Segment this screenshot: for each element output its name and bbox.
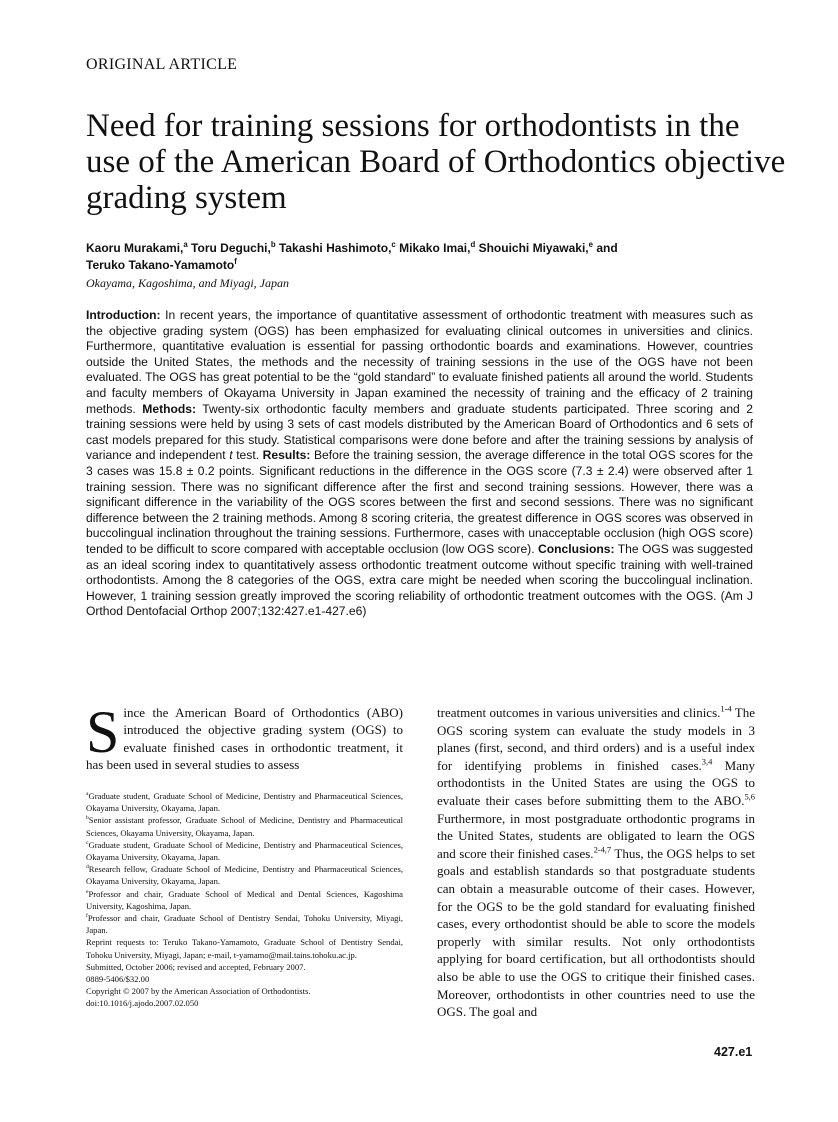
intro-paragraph (86, 699, 403, 773)
affiliation-marker: c (391, 240, 396, 249)
body-left-column (86, 699, 403, 773)
citation: 5,6 (744, 791, 755, 802)
body-right-column: treatment outcomes in various universities and clinics.$^{1-4}$ The OGS scoring system can evaluate the study models in 3 planes (first, second, and third orders) and is a useful index for identifying problems in finished cases.$^{3,4}$ Many orthodontists in the United States are using the OGS to evaluate their cases before submitting them to the ABO.$^{5,6}$ Furthermore, in most postgraduate orthodontic programs in the United States, students are obligated to learn the OGS and score their finished cases.$^{2-4,7}$ Thus, the OGS helps to set goals and establish standards so that postgraduate students can obtain a measurable outcome of their cases. However, for the OGS to be the gold standard for evaluating finished cases, every orthodontist should be able to score the models properly with similar results. Not only orthodontists applying for board certification, but all orthodontists should also be able to use the OGS to critique their finished cases. Moreover, orthodontists in other countries need to use the OGS. The goal and (437, 703, 755, 1020)
citation: 2-4,7 (593, 844, 612, 855)
author: Shouichi Miyawaki, (478, 241, 589, 255)
author-conjunction: and (596, 241, 618, 255)
footnote: $^b$Senior assistant professor, Graduate School of Medicine, Dentistry and Pharmaceutical Sciences, Okayama University, Okayama, Japan. (86, 815, 403, 838)
citation: 3,4 (701, 756, 713, 767)
author: Kaoru Murakami, (86, 241, 184, 255)
footnote: $^c$Graduate student, Graduate School of Medicine, Dentistry and Pharmaceutical Sciences, Okayama University, Okayama, Japan. (86, 839, 403, 863)
abstract-results-text: Before the training session, the average difference in the total OGS scores for the 3 cases was 15.8 ± 0.2 points. Significant reductions in the difference in the OGS score (7.3 ± 2.4) were observed after 1 training session. There was no significant difference after the first and second training sessions. However, there was a significant difference in the variability of the OGS scores between the first and second sessions. There was no significant difference between the 2 training methods. Among 8 scoring criteria, the greatest difference in OGS scores was observed in buccolingual inclination throughout the training sessions. Furthermore, cases with unacceptable occlusion (high OGS score) tended to be difficult to score compared with acceptable occlusion (low OGS score). (86, 448, 753, 556)
abstract-conclusions-label: Conclusions: (537, 541, 615, 556)
author: Teruko Takano-Yamamoto (86, 258, 235, 272)
drop-cap: S (86, 699, 120, 765)
copyright: Copyright © 2007 by the American Association of Orthodontists. (86, 986, 311, 997)
footnote: $^a$Graduate student, Graduate School of Medicine, Dentistry and Pharmaceutical Sciences, Okayama University, Okayama, Japan. (86, 791, 403, 814)
abstract-introduction-label: Introduction: (86, 308, 161, 322)
abstract-results-label: Results: (262, 448, 311, 463)
reprint-requests: Reprint requests to: Teruko Takano-Yamamoto, Graduate School of Dentistry Sendai, Tohoku University, Miyagi, Japan; e-mail, t-yamamo@mail.tains.tohoku.ac.jp. (86, 937, 403, 960)
abstract-t-italic: t (229, 448, 233, 463)
affiliation-marker: d (470, 240, 476, 249)
citation: 1-4 (720, 703, 732, 714)
abstract-methods-text: Twenty-six orthodontic faculty members and graduate students participated. Three scoring and 2 training sessions were held by using 3 sets of cast models distributed by the American Board of Orthodontics and 6 sets of cast models prepared for this study. Statistical comparisons were done before and after the training sessions by analysis of variance and independent (86, 401, 754, 463)
author: Toru Deguchi, (191, 241, 271, 255)
footnotes (86, 790, 403, 1010)
affiliation-marker: b (270, 240, 276, 249)
footnote: $^e$Professor and chair, Graduate School of Medical and Dental Sciences, Kagoshima University, Kagoshima, Japan. (86, 888, 403, 911)
intro-text: ince the American Board of Orthodontics (ABO) introduced the objective grading system (OGS) to evaluate finished cases in orthodontic treatment, it has been used in several studies to assess (86, 705, 403, 772)
page-number: 427.e1 (714, 1045, 753, 1059)
affiliation-marker: e (588, 240, 593, 249)
footnote: $^f$Professor and chair, Graduate School of Dentistry Sendai, Tohoku University, Miyagi, Japan. (86, 913, 403, 936)
issn: 0889-5406/$32.00 (86, 974, 150, 985)
section-label: ORIGINAL ARTICLE (86, 56, 238, 73)
affiliation-marker: a (183, 240, 188, 249)
author-list (86, 240, 766, 274)
article-title: Need for training sessions for orthodontists in the use of the American Board of Orthodontics objective grading system (86, 108, 786, 216)
abstract-conclusions-text: The OGS was suggested as an ideal scoring index to quantitatively assess orthodontic treatment outcome without specific training with well-trained orthodontists. Among the 8 categories of the OGS, extra care might be needed when scoring the buccolingual inclination. However, 1 training session greatly improved the scoring reliability of orthodontic treatment outcomes with the OGS. (Am J Orthod Dentofacial Orthop 2007;132:427.e1-427.e6) (86, 541, 753, 619)
author-locations: Okayama, Kagoshima, and Miyagi, Japan (86, 276, 289, 290)
abstract-introduction-text: In recent years, the importance of quantitative assessment of orthodontic treatment with measures such as the objective grading system (OGS) has been emphasized for evaluating clinical outcomes in universities and clinics. Furthermore, quantitative evaluation is essential for passing orthodontic boards and examinations. However, countries outside the United States, the methods and the necessity of training sessions in the use of the OGS have not been evaluated. The OGS has great potential to be the “gold standard” to evaluate finished patients all around the world. Students and faculty members of Okayama University in Japan examined the necessity of training and the efficacy of 2 training methods. (86, 308, 753, 416)
abstract (86, 308, 753, 620)
doi: doi:10.1016/j.ajodo.2007.02.050 (86, 998, 199, 1009)
abstract-methods-label: Methods: (142, 401, 197, 416)
author: Mikako Imai, (399, 241, 471, 255)
footnote: $^d$Research fellow, Graduate School of Medicine, Dentistry and Pharmaceutical Sciences, Okayama University, Okayama, Japan. (86, 864, 403, 887)
submission-dates: Submitted, October 2006; revised and accepted, February 2007. (86, 961, 306, 972)
author: Takashi Hashimoto, (278, 241, 392, 255)
abstract-methods-text-end: test. (232, 448, 263, 463)
affiliation-marker: f (234, 257, 237, 266)
